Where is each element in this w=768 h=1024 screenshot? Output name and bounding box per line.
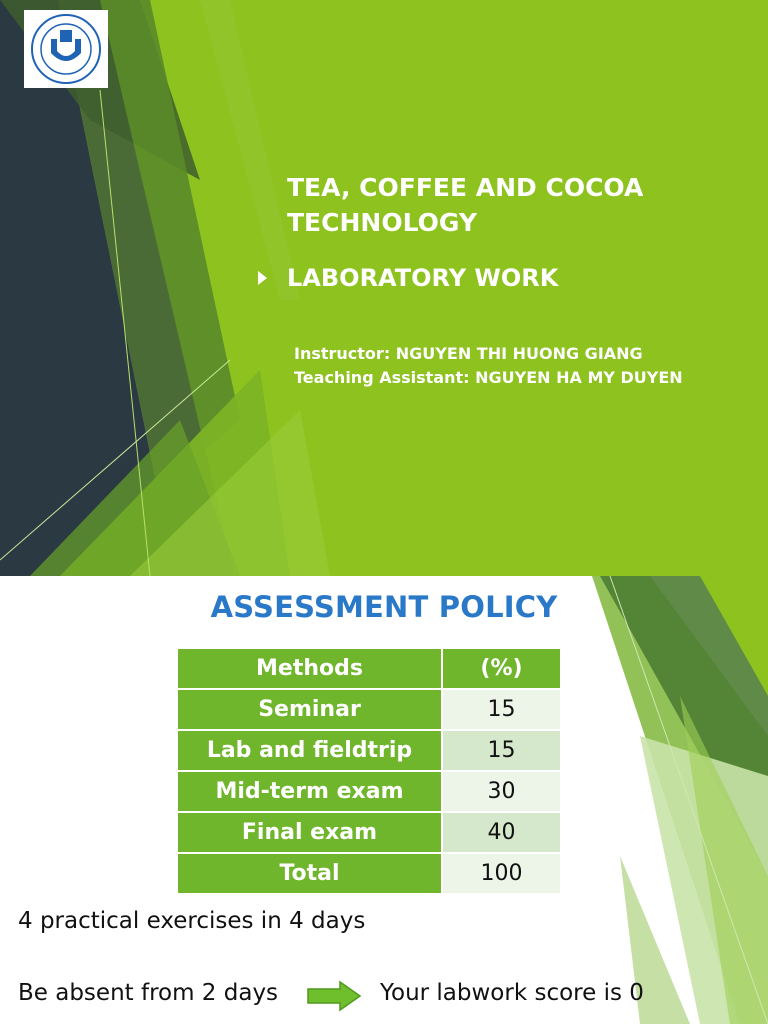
bullet-item — [258, 264, 558, 292]
percent-cell: 15 — [443, 731, 562, 772]
university-seal-icon — [27, 13, 105, 85]
assessment-table — [178, 649, 562, 895]
staff-info — [294, 342, 683, 390]
table-row — [178, 854, 562, 895]
table-header-row — [178, 649, 562, 690]
absence-rule-left: Be absent from 2 days — [18, 980, 279, 1006]
method-cell: Seminar — [178, 690, 443, 731]
method-cell: Lab and fieldtrip — [178, 731, 443, 772]
exercise-note: 4 practical exercises in 4 days — [18, 908, 366, 934]
method-cell: Final exam — [178, 813, 443, 854]
assistant-name: Teaching Assistant: NGUYEN HA MY DUYEN — [294, 368, 683, 387]
column-header-percent: (%) — [443, 649, 562, 690]
table-row — [178, 813, 562, 854]
table-row — [178, 731, 562, 772]
percent-cell: 15 — [443, 690, 562, 731]
absence-rule-right: Your labwork score is 0 — [380, 980, 644, 1006]
percent-cell: 30 — [443, 772, 562, 813]
column-header-methods: Methods — [178, 649, 443, 690]
right-arrow-icon — [306, 980, 362, 1012]
percent-cell: 40 — [443, 813, 562, 854]
university-logo — [24, 10, 108, 88]
table-row — [178, 772, 562, 813]
assessment-slide — [0, 576, 768, 1024]
bullet-text: LABORATORY WORK — [287, 264, 559, 292]
method-cell: Mid-term exam — [178, 772, 443, 813]
title-line-2: TECHNOLOGY — [287, 208, 477, 237]
slide-title — [287, 170, 727, 240]
instructor-name: Instructor: NGUYEN THI HUONG GIANG — [294, 344, 643, 363]
assessment-title: ASSESSMENT POLICY — [210, 590, 558, 624]
bullet-arrow-icon — [258, 271, 267, 285]
title-line-1: TEA, COFFEE AND COCOA — [287, 173, 644, 202]
method-cell: Total — [178, 854, 443, 895]
percent-cell: 100 — [443, 854, 562, 895]
table-row — [178, 690, 562, 731]
